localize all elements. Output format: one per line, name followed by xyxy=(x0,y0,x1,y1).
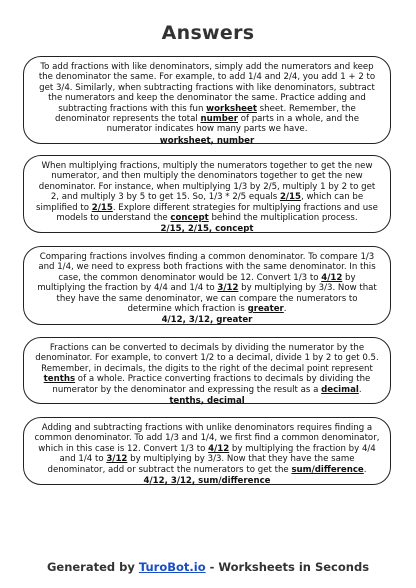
card-paragraph xyxy=(34,252,380,314)
answer-keyword: greater xyxy=(247,304,284,315)
answer-list: 4/12, 3/12, greater xyxy=(161,315,253,326)
text-segment: Fractions can be converted to decimals by dividing the numerator by the denominator. For example, to convert 1/2 to a decimal, divide 1 by 2 to get 0.5. Remember, in decimals, the digits to the right of the decimal point represent xyxy=(35,343,379,374)
answer-keyword: 2/15 xyxy=(279,192,302,203)
text-segment: of parts in a whole, and the numerator indicates how many parts we have. xyxy=(106,114,359,135)
text-segment: by multiplying the fraction by 4/4 and 1/4 to xyxy=(59,443,376,465)
text-segment: by multiplying the fraction by 4/4 and 1/4 to xyxy=(37,272,356,294)
text-segment: by multiplying by 3/3. Now that they have the same denominator, we can compare the numerators to determine which fraction is xyxy=(56,283,377,315)
answer-list: 2/15, 2/15, concept xyxy=(160,224,254,235)
card-paragraph xyxy=(34,62,380,135)
card-paragraph xyxy=(34,343,380,395)
answer-list: 4/12, 3/12, sum/difference xyxy=(143,476,271,487)
text-segment: behind the multiplication process. xyxy=(208,213,358,224)
text-segment: . xyxy=(358,384,362,395)
answer-keyword: 4/12 xyxy=(321,272,343,283)
text-segment: . Explore different strategies for multiplying fractions and use models to understand the xyxy=(56,202,378,224)
answer-keyword: 3/12 xyxy=(106,454,128,465)
answer-keyword: tenths xyxy=(43,374,76,385)
footer-suffix: - Worksheets in Seconds xyxy=(205,560,370,574)
answer-keyword: concept xyxy=(170,213,209,224)
footer-prefix: Generated by xyxy=(46,560,139,574)
answer-keyword: 4/12 xyxy=(208,443,230,454)
answer-card-3 xyxy=(23,246,391,325)
answer-keyword: 2/15 xyxy=(91,202,113,213)
answer-card-4 xyxy=(23,337,391,407)
text-segment: Comparing fractions involves finding a common denominator. To compare 1/3 and 1/4, we need to express both fractions with the same denominator. In this case, the common denominator would be 12. Convert 1/3 to xyxy=(38,252,376,283)
text-segment: Adding and subtracting fractions with unlike denominators requires finding a common denominator. To add 1/3 and 1/4, we first find a common denominator, which in this case is 12. Convert 1/3 to xyxy=(34,423,380,454)
text-segment: , which can be simplified to xyxy=(36,192,364,213)
text-segment: by multiplying by 3/3. Now that they have the same denominator, add or subtract the numerators to get the xyxy=(47,454,355,475)
card-paragraph xyxy=(34,161,380,223)
answer-keyword: decimal xyxy=(321,384,359,395)
text-segment: When multiplying fractions, multiply the numerators together to get the new numerator, and then multiply the denominators together to get the new denominator. For instance, when multiplying 1/3 by 2/5, multiply 1 by 2 to get 2, and multiply 3 by 5 to get 15. So, 1/3 * 2/5 equals xyxy=(38,161,376,203)
page-title: Answers xyxy=(161,22,255,44)
answer-card-2 xyxy=(23,155,391,233)
text-segment: of a whole. Practice converting fractions to decimals by dividing the numerator by the denominator and expressing the result as a xyxy=(52,374,371,395)
text-segment: . xyxy=(363,464,367,475)
footer xyxy=(0,560,416,574)
answer-keyword: worksheet xyxy=(206,103,257,114)
answer-list: tenths, decimal xyxy=(169,396,245,407)
text-segment: To add fractions with like denominators, simply add the numerators and keep the denominator the same. For example, to add 1/4 and 2/4, you add 1 + 2 to get 3/4. Similarly, when subtracting fractions with like denominators, subtract the numerators and keep the denominator the same. Practice adding and subtracting fractions with this fun xyxy=(38,62,376,114)
answer-keyword: 3/12 xyxy=(217,283,239,294)
answer-keyword: sum/difference xyxy=(291,464,364,475)
answer-card-5 xyxy=(23,417,391,485)
card-paragraph xyxy=(34,423,380,475)
answer-keyword: number xyxy=(200,114,238,125)
text-segment: . xyxy=(283,304,287,315)
turobot-link[interactable]: TuroBot.io xyxy=(138,560,206,574)
text-segment: sheet. Remember, the denominator represents the total xyxy=(55,103,356,125)
answer-card-1 xyxy=(23,56,391,144)
answer-list: worksheet, number xyxy=(159,135,255,146)
